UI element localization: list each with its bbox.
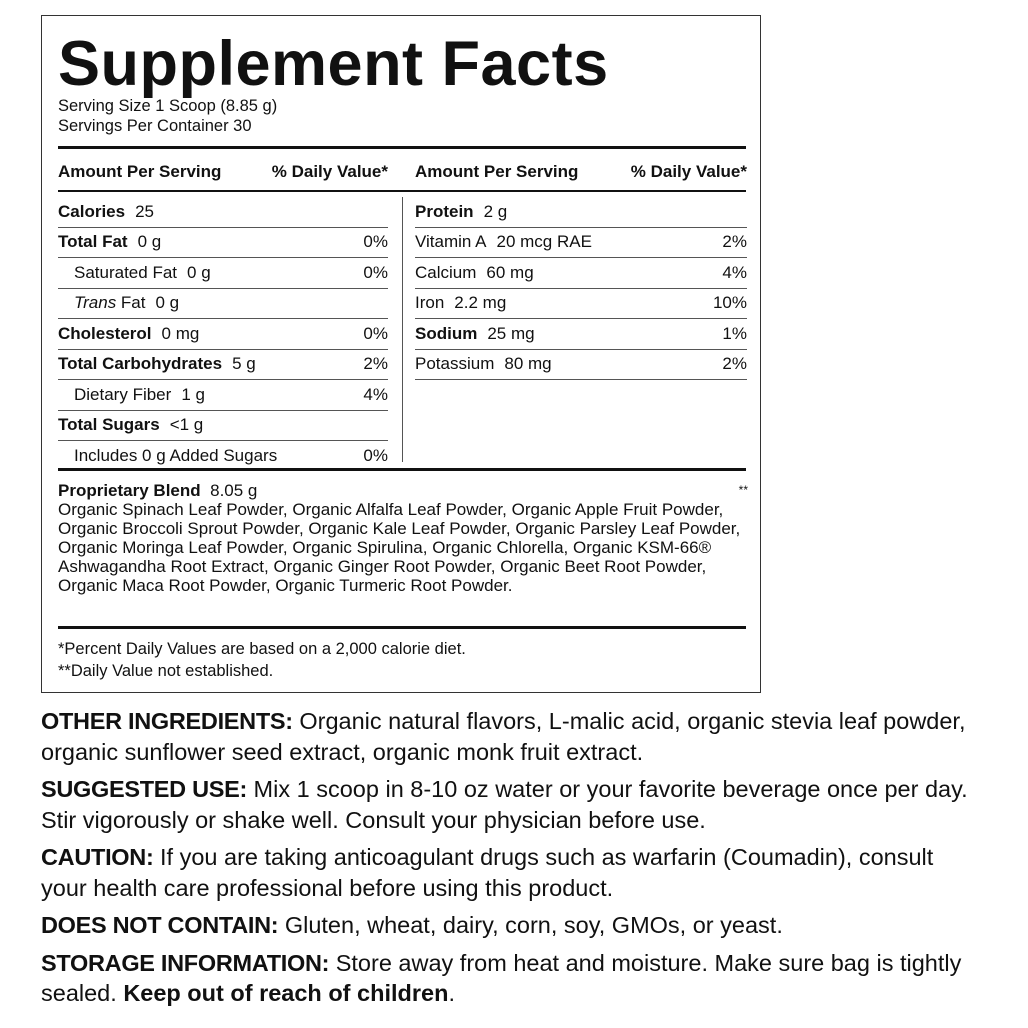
section-text: Organic natural flavors, L-malic acid, organic stevia leaf powder, organic sunflower seed extract, organic monk fruit extract. [41,708,966,765]
nutrient-label: Iron [415,293,445,313]
servings-per-container: Servings Per Container 30 [58,117,252,135]
nutrient-daily-value: 1% [722,323,747,343]
suggested-use [41,774,976,835]
nutrient-row [415,289,747,320]
nutrient-daily-value: 2% [363,354,388,374]
nutrient-amount: 0 mg [161,323,200,343]
blend-ingredients: Organic Spinach Leaf Powder, Organic Alfalfa Leaf Powder, Organic Apple Fruit Powder, Organic Broccoli Sprout Powder, Organic Kale Leaf Powder, Organic Parsley Leaf Powder, Organic Moringa Leaf Powder, Organic Spirulina, Organic Chlorella, Organic KSM-66® Ashwagandha Root Extract, Organic Ginger Root Powder, Organic Beet Root Powder, Organic Maca Root Powder, Organic Turmeric Root Powder. [58,500,741,595]
nutrient-row [58,411,388,442]
blend-amount: 8.05 g [210,481,258,500]
nutrient-daily-value: 4% [722,262,747,282]
nutrient-label: Total Sugars [58,415,160,435]
right-nutrients [415,197,747,380]
nutrient-row [58,319,388,350]
blend-name: Proprietary Blend [58,481,201,500]
nutrient-row [58,258,388,289]
nutrient-amount: 60 mg [486,262,534,282]
nutrient-label: Calcium [415,262,477,282]
nutrient-row [58,228,388,259]
nutrient-row [58,380,388,411]
dv-header: % Daily Value* [630,162,747,181]
section-text: If you are taking anticoagulant drugs such as warfarin (Coumadin), consult your health care professional before using this product. [41,844,934,901]
nutrient-daily-value: 2% [722,354,747,374]
product-information [41,706,976,1016]
serving-size: Serving Size 1 Scoop (8.85 g) [58,97,278,115]
storage-information [41,948,976,1009]
section-heading: SUGGESTED USE: [41,776,248,802]
nutrient-label: Cholesterol [58,323,152,343]
panel-title: Supplement Facts [58,29,609,99]
nutrient-label: Includes 0 g Added Sugars [74,446,278,466]
divider [58,190,746,192]
caution [41,842,976,903]
nutrient-daily-value: 10% [712,293,747,313]
nutrient-amount: <1 g [169,415,204,435]
footnotes [58,638,466,682]
nutrient-label: Dietary Fiber [74,384,172,404]
nutrient-amount: 0 g [137,232,162,252]
proprietary-blend [58,481,748,595]
divider [58,146,746,149]
nutrient-amount: 2.2 mg [454,293,507,313]
nutrient-row [58,350,388,381]
nutrient-row [415,350,747,381]
supplement-facts-panel [41,15,761,693]
nutrient-row [58,289,388,320]
amount-header: Amount Per Serving [415,162,579,181]
left-column-header [58,162,388,182]
nutrient-amount: 2 g [483,201,508,221]
nutrient-daily-value: 0% [363,446,388,466]
section-text: . [448,980,455,1006]
warning-text: Keep out of reach of children [123,980,449,1006]
nutrient-label-italic: Trans [74,293,117,313]
nutrient-amount: 1 g [181,384,205,404]
dv-header: % Daily Value* [271,162,388,181]
nutrient-daily-value: 0% [363,232,388,252]
nutrient-amount: 80 mg [504,354,552,374]
other-ingredients [41,706,976,767]
nutrient-label: Trans Fat [74,293,146,313]
nutrient-label: Total Carbohydrates [58,354,223,374]
nutrient-label: Protein [415,201,474,221]
nutrient-daily-value: 0% [363,262,388,282]
nutrient-amount: 25 [135,201,155,221]
nutrient-amount: 20 mcg RAE [496,232,592,252]
footnote: **Daily Value not established. [58,662,274,680]
section-heading: STORAGE INFORMATION: [41,949,330,976]
section-heading: OTHER INGREDIENTS: [41,708,293,734]
nutrient-row [415,228,747,259]
column-divider [402,197,403,462]
nutrient-daily-value: 2% [722,232,747,252]
nutrient-row [415,319,747,350]
divider [58,626,746,629]
nutrient-label: Potassium [415,354,495,374]
section-text: Gluten, wheat, dairy, corn, soy, GMOs, or yeast. [278,912,783,938]
nutrient-row [58,197,388,228]
section-heading: CAUTION: [41,844,154,870]
left-nutrients [58,197,388,472]
nutrient-daily-value: 0% [363,323,388,343]
right-column-header [415,162,747,182]
nutrient-amount: 5 g [232,354,256,374]
nutrient-amount: 0 g [187,262,211,282]
divider [58,468,746,471]
nutrient-amount: 25 mg [487,323,535,343]
nutrient-daily-value: 4% [363,384,388,404]
footnote: *Percent Daily Values are based on a 2,000 calorie diet. [58,640,466,658]
nutrient-label: Total Fat [58,232,128,252]
nutrient-label: Saturated Fat [74,262,178,282]
nutrient-label: Sodium [415,323,478,343]
nutrient-row [415,258,747,289]
amount-header: Amount Per Serving [58,162,222,181]
nutrient-label: Vitamin A [415,232,487,252]
nutrient-amount: 0 g [155,293,180,313]
nutrient-row [415,197,747,228]
does-not-contain [41,910,976,941]
section-text: Store away from heat and moisture. Make sure bag is tightly sealed. [41,949,962,1006]
nutrient-label: Calories [58,201,126,221]
section-text: Mix 1 scoop in 8-10 oz water or your favorite beverage once per day. Stir vigorously or shake well. Consult your physician before use. [41,776,968,833]
blend-dv: ** [738,483,748,497]
nutrient-row [58,441,388,472]
section-heading: DOES NOT CONTAIN: [41,912,279,938]
